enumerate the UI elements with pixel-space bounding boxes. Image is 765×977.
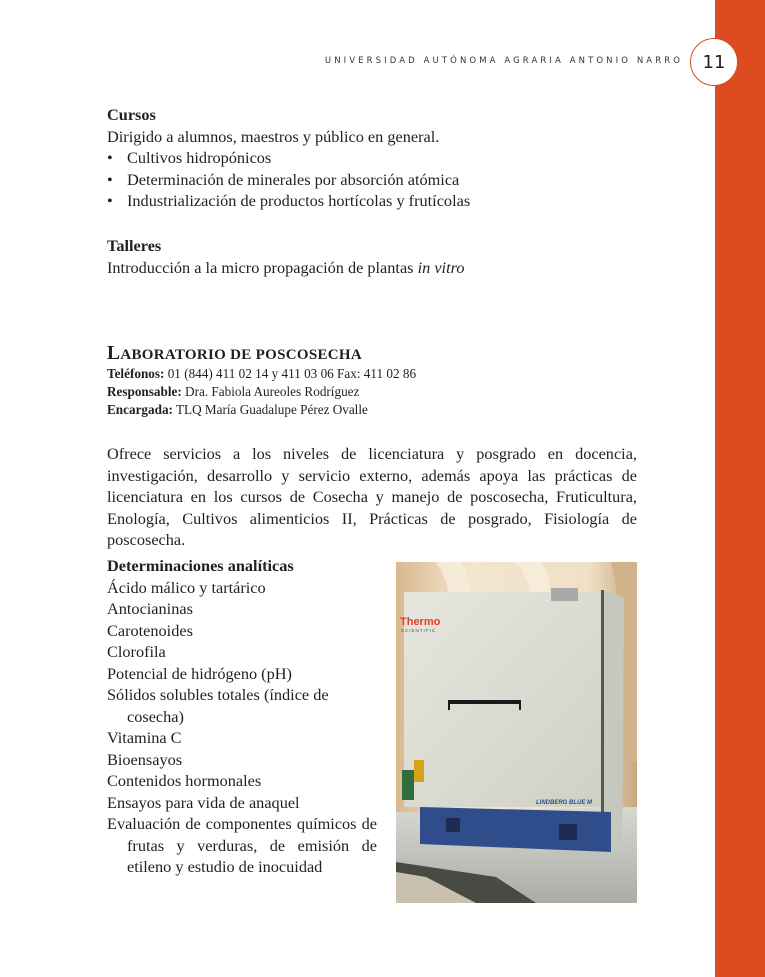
determinaciones-heading: Determinaciones analíticas	[107, 556, 294, 575]
bullet-icon: •	[107, 191, 113, 210]
orange-side-bar	[715, 0, 765, 977]
cursos-heading: Cursos	[107, 105, 156, 124]
running-head: UNIVERSIDAD AUTÓNOMA AGRARIA ANTONIO NARRO	[324, 56, 683, 66]
lab-oven-photo	[396, 562, 637, 903]
list-item: • Industrialización de productos hortícolas y frutícolas	[107, 191, 471, 210]
list-item: Bioensayos	[107, 749, 183, 769]
cursos-list	[107, 147, 470, 212]
cursos-intro: Dirigido a alumnos, maestros y público en general.	[107, 126, 440, 146]
bullet-icon: •	[107, 169, 113, 189]
list-item: Potencial de hidrógeno (pH)	[107, 663, 292, 683]
list-item: • Cultivos hidropónicos	[107, 148, 272, 167]
list-item: Carotenoides	[107, 620, 193, 640]
list-item: Ácido málico y tartárico	[107, 577, 266, 597]
scientific-brand-text: SCIENTIFIC	[401, 628, 437, 633]
list-item: Clorofila	[107, 642, 166, 661]
page-number: 11	[702, 51, 726, 73]
list-item: Ensayos para vida de anaquel	[107, 792, 300, 812]
responsable-line: Responsable: Dra. Fabiola Aureoles Rodríguez	[107, 384, 360, 399]
talleres-text: Introducción a la micro propagación de plantas in vitro	[107, 257, 465, 277]
list-item: Sólidos solubles totales (índice de cosecha)	[107, 685, 329, 726]
lab-title: LABORATORIO DE POSCOSECHA	[107, 343, 362, 364]
list-item: Evaluación de componentes químicos de frutas y verduras, de emisión de etileno y estudio de inocuidad	[107, 814, 377, 876]
list-item: Vitamina C	[107, 728, 182, 747]
telefonos-line: Teléfonos: 01 (844) 411 02 14 y 411 03 06 Fax: 411 02 86	[107, 366, 417, 381]
talleres-section	[107, 235, 464, 278]
list-item: • Determinación de minerales por absorción atómica	[107, 169, 460, 189]
list-item: Contenidos hormonales	[107, 771, 262, 790]
page-number-badge	[690, 38, 738, 86]
laboratorio-section	[107, 344, 416, 419]
list-item: Antocianinas	[107, 599, 193, 618]
thermo-brand-text: Thermo	[400, 616, 441, 628]
cursos-section	[107, 104, 470, 212]
talleres-heading: Talleres	[107, 236, 162, 255]
bullet-icon: •	[107, 148, 113, 167]
oven-illustration	[396, 562, 637, 903]
encargada-line: Encargada: TLQ María Guadalupe Pérez Ovalle	[107, 402, 368, 417]
determinaciones-section	[107, 555, 377, 878]
lab-description: Ofrece servicios a los niveles de licenciatura y posgrado en docencia, investigación, desarrollo y servicio externo, además apoya las prácticas de licenciatura en los cursos de Cosecha y manejo de poscosecha, Fruticultura, Enología, Cultivos alimenticios II, Prácticas de posgrado, Fisiología de poscosecha.	[107, 444, 637, 549]
oven-model-label: LINDBERG BLUE M	[536, 800, 592, 806]
